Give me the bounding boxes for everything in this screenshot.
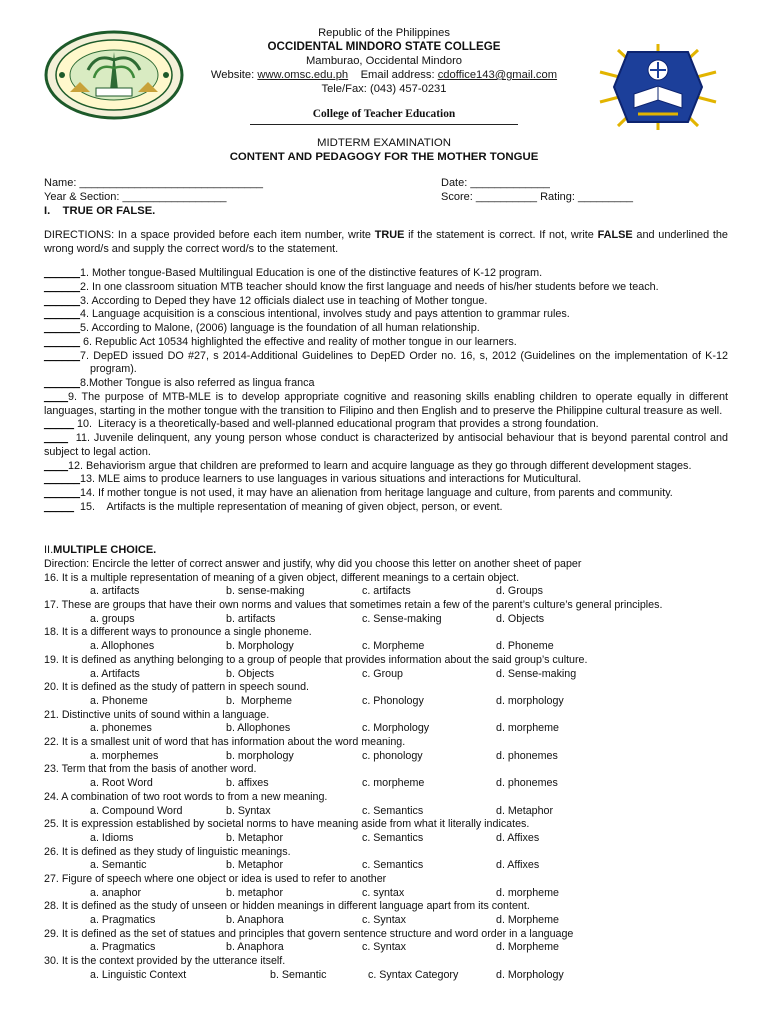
contact-line [170, 68, 598, 82]
option-b[interactable]: b. artifacts [226, 612, 276, 625]
item-text: 14. If mother tongue is not used, it may have an alienation from heritage language and culture, from parents and community. [80, 487, 673, 499]
directions-text: if the statement is correct. If not, write [404, 229, 598, 241]
true-false-item [44, 473, 728, 487]
option-c[interactable]: c. syntax [362, 886, 405, 899]
option-a[interactable]: a. Pragmatics [90, 914, 156, 927]
item-text: 6. Republic Act 10534 highlighted the effective and reality of mother tongue in our learners. [80, 335, 517, 348]
option-d[interactable]: d. morpheme [496, 722, 559, 735]
telfax-line: Tele/Fax: (043) 457-0231 [321, 83, 447, 95]
mc-options [44, 941, 728, 955]
option-b[interactable]: b. Objects [226, 667, 275, 680]
mc-options [44, 887, 728, 901]
department-logo-icon [598, 42, 718, 132]
item-text: 10. Literacy is a theoretically-based and well-planned educational program that provides a strong foundation. [74, 418, 599, 431]
answer-blank[interactable]: ______ [44, 487, 81, 499]
mc-question: 29. It is defined as the set of statues and principles that govern sentence structure and word order in a language [44, 927, 574, 940]
mc-question: 21. Distinctive units of sound within a language. [44, 708, 270, 721]
multiple-choice-items [44, 558, 728, 983]
part2-direction: Direction: Encircle the letter of correct answer and justify, why did you choose this letter on another sheet of paper [44, 558, 582, 570]
option-a[interactable]: a. Idioms [90, 831, 134, 844]
name-field[interactable]: Name: ______________________________ [44, 177, 263, 189]
false-keyword: FALSE [597, 229, 633, 241]
mc-options [44, 914, 728, 928]
date-field[interactable]: Date: _____________ [441, 177, 550, 189]
mc-question: 26. It is defined as they study of linguistic meanings. [44, 845, 291, 858]
mc-question: 16. It is a multiple representation of meaning of a given object, different meanings to a certain object. [44, 571, 520, 584]
mc-question: 23. Term that from the basis of another word. [44, 763, 257, 776]
mc-options [44, 777, 728, 791]
true-false-item [44, 501, 728, 515]
option-b[interactable]: b. Semantic [270, 968, 327, 981]
option-d[interactable]: d. Affixes [496, 831, 540, 844]
mc-options [44, 750, 728, 764]
option-a[interactable]: a. Allophones [90, 640, 155, 653]
true-false-item [44, 460, 728, 474]
score-rating-field[interactable]: Score: __________ Rating: _________ [441, 190, 634, 203]
directions-text: DIRECTIONS: In a space provided before each item number, write [44, 229, 375, 241]
option-c[interactable]: c. Syntax [362, 914, 406, 927]
item-text: 11. Juvenile delinquent, any young person whose conduct is characterized by antisocial behaviour that is beyond parental control and subject to legal action. [44, 432, 731, 458]
answer-blank[interactable]: ______ [44, 349, 81, 362]
exam-subject: CONTENT AND PEDAGOGY FOR THE MOTHER TONGUE [229, 151, 539, 163]
option-d[interactable]: d. Morpheme [496, 914, 559, 927]
option-a[interactable]: a. artifacts [90, 585, 140, 598]
option-a[interactable]: a. morphemes [90, 749, 159, 762]
option-c[interactable]: c. Group [362, 667, 403, 680]
mc-options [44, 585, 728, 599]
option-d[interactable]: d. morphology [496, 694, 564, 707]
option-b[interactable]: b. sense-making [226, 585, 305, 598]
option-b[interactable]: b. affixes [226, 777, 269, 790]
true-false-item [44, 418, 728, 432]
option-d[interactable]: d. Morphology [496, 968, 564, 981]
mc-options [44, 722, 728, 736]
option-c[interactable]: c. artifacts [362, 585, 411, 598]
option-d[interactable]: d. Metaphor [496, 804, 554, 817]
answer-blank[interactable]: ______ [44, 294, 81, 307]
year-section-field[interactable]: Year & Section: _________________ [44, 190, 227, 203]
option-b[interactable]: b. Syntax [226, 804, 271, 817]
mc-question: 25. It is expression established by societal norms to have meaning aside from what it literally indicates. [44, 818, 530, 831]
option-b[interactable]: b. Anaphora [226, 941, 284, 954]
option-a[interactable]: a. Phoneme [90, 694, 148, 707]
option-b[interactable]: b. Anaphora [226, 914, 284, 927]
answer-blank[interactable]: ______ [44, 322, 81, 334]
option-a[interactable]: a. anaphor [90, 886, 142, 899]
item-text: 12. Behaviorism argue that children are preformed to learn and acquire language as they go through different development stages. [68, 459, 692, 472]
option-c[interactable]: c. Semantics [362, 804, 424, 817]
mc-options [44, 613, 728, 627]
mc-question: 19. It is defined as anything belonging to a group of people that provides information about the said group’s culture. [44, 653, 588, 666]
mc-question: 22. It is a smallest unit of word that has information about the word meaning. [44, 736, 406, 749]
option-c[interactable]: c. Semantics [362, 831, 424, 844]
website-label: Website: [210, 69, 255, 81]
country-line: Republic of the Philippines [318, 27, 450, 39]
answer-blank[interactable]: _____ [44, 418, 75, 431]
school-address: Mamburao, Occidental Mindoro [305, 55, 463, 67]
mc-options [44, 969, 728, 983]
mc-question: 20. It is defined as the study of pattern in speech sound. [44, 681, 309, 694]
directions-text: and underlined the wrong word/s and supply the correct word/s to the statement. [44, 229, 728, 255]
answer-blank[interactable]: ____ [44, 459, 69, 472]
mc-question: 27. Figure of speech where one object or idea is used to refer to another [44, 873, 387, 885]
option-c[interactable]: c. phonology [362, 749, 423, 762]
institution-info [170, 26, 598, 96]
mc-question: 28. It is defined as the study of unseen or hidden meanings in different language apart from its content. [44, 900, 530, 913]
college-name: College of Teacher Education [312, 108, 456, 120]
option-a[interactable]: a. Compound Word [90, 804, 183, 817]
option-b[interactable]: b. Morphology [226, 640, 294, 653]
mc-options [44, 640, 728, 654]
mc-question: 18. It is a different ways to pronounce a single phoneme. [44, 626, 312, 639]
mc-options [44, 668, 728, 682]
part1-directions [44, 228, 728, 256]
answer-blank[interactable]: ______ [44, 267, 81, 279]
answer-blank[interactable]: ______ [44, 473, 81, 486]
email-link[interactable]: cdoffice143@gmail.com [437, 69, 558, 81]
school-name: OCCIDENTAL MINDORO STATE COLLEGE [267, 40, 501, 53]
true-false-item [44, 349, 731, 378]
option-d[interactable]: d. Phoneme [496, 640, 554, 653]
answer-blank[interactable]: ______ [44, 280, 81, 293]
option-b[interactable]: b. morphology [226, 749, 294, 762]
mc-question: 17. These are groups that have their own norms and values that sometimes retain a few of the parent’s culture’s general principles. [44, 599, 663, 612]
option-c[interactable]: c. Morpheme [362, 640, 425, 653]
true-false-item [44, 281, 728, 295]
option-b[interactable]: b. Morpheme [226, 694, 292, 707]
option-d[interactable]: d. Objects [496, 612, 545, 625]
mc-question: 24. A combination of two root words to from a new meaning. [44, 790, 328, 803]
option-c[interactable]: c. Phonology [362, 694, 424, 707]
option-d[interactable]: d. morpheme [496, 886, 559, 899]
item-text: 8.Mother Tongue is also referred as lingua franca [80, 377, 315, 389]
item-text: 2. In one classroom situation MTB teacher should know the first language and needs of his/her students before we teach. [80, 280, 659, 293]
true-false-item [44, 390, 731, 419]
exam-title-block [0, 136, 768, 164]
option-a[interactable]: a. phonemes [90, 722, 152, 735]
option-a[interactable]: a. Semantic [90, 859, 147, 872]
item-text: 3. According to Deped they have 12 officials dialect use in teaching of Mother tongue. [80, 294, 488, 307]
part1-title: I. TRUE OR FALSE. [44, 205, 156, 217]
mc-options [44, 695, 728, 709]
mc-options [44, 805, 728, 819]
option-a[interactable]: a. Linguistic Context [90, 968, 187, 981]
website-link[interactable]: www.omsc.edu.ph [257, 69, 349, 81]
answer-blank[interactable]: _____ [44, 500, 75, 513]
option-b[interactable]: b. Metaphor [226, 831, 284, 844]
answer-blank[interactable]: ______ [44, 335, 81, 348]
email-label: Email address: [360, 69, 435, 81]
option-d[interactable]: d. Groups [496, 585, 543, 598]
mc-options [44, 859, 728, 873]
option-d[interactable]: d. Sense-making [496, 667, 577, 680]
part2-number: II. [44, 544, 54, 556]
option-a[interactable]: a. Root Word [90, 777, 153, 790]
part2-heading: MULTIPLE CHOICE. [53, 544, 157, 556]
true-false-item [44, 377, 728, 391]
mc-question: 30. It is the context provided by the utterance itself. [44, 955, 286, 968]
option-a[interactable]: a. groups [90, 612, 135, 625]
option-d[interactable]: d. phonemes [496, 749, 558, 762]
option-d[interactable]: d. Affixes [496, 859, 540, 872]
option-c[interactable]: c. Morphology [362, 722, 430, 735]
option-c[interactable]: c. Sense-making [362, 612, 442, 625]
answer-blank[interactable]: ____ [44, 432, 69, 444]
true-false-item [44, 322, 728, 336]
student-info-fields [44, 177, 724, 204]
true-false-item [44, 295, 728, 309]
true-false-item [44, 487, 728, 501]
item-text: 15. Artifacts is the multiple representation of meaning of given object, person, or event. [74, 500, 503, 513]
exam-type: MIDTERM EXAMINATION [317, 137, 451, 149]
answer-blank[interactable]: ____ [44, 390, 69, 403]
true-false-item [44, 432, 731, 460]
college-seal-icon [44, 30, 184, 120]
option-b[interactable]: b. Metaphor [226, 859, 284, 872]
item-text: 9. The purpose of MTB-MLE is to develop appropriate cognitive and reasoning skills enabling children to operate equally in different languages, starting in the mother tongue with the transition to Filipino and then English and to preserve the Philippine cultural treasure as well. [44, 390, 731, 417]
option-c[interactable]: c. morpheme [362, 777, 425, 790]
item-text: 1. Mother tongue-Based Multilingual Education is one of the distinctive features of K-12 program. [80, 267, 543, 279]
item-text: 5. According to Malone, (2006) language is the foundation of all human relationship. [80, 322, 480, 334]
part2-title [44, 544, 156, 556]
true-false-item [44, 336, 728, 350]
mc-options [44, 832, 728, 846]
option-d[interactable]: d. phonemes [496, 777, 558, 790]
option-d[interactable]: d. Morpheme [496, 941, 559, 954]
option-c[interactable]: c. Semantics [362, 859, 424, 872]
true-false-items [44, 267, 731, 515]
option-a[interactable]: a. Artifacts [90, 667, 140, 680]
true-false-item [44, 267, 728, 281]
option-b[interactable]: b. metaphor [226, 886, 284, 899]
option-c[interactable]: c. Syntax [362, 941, 406, 954]
item-text: 7. DepED issued DO #27, s 2014-Additional Guidelines to DepED Order no. 16, s, 2012 (Guidelines on the implementation of K-12 program). [80, 349, 731, 376]
true-false-item [44, 308, 728, 322]
option-c[interactable]: c. Syntax Category [368, 968, 459, 981]
answer-blank[interactable]: ______ [44, 377, 81, 389]
item-text: 13. MLE aims to produce learners to use languages in various situations and interactions for Muticultural. [80, 473, 582, 486]
letterhead [0, 22, 768, 122]
option-a[interactable]: a. Pragmatics [90, 941, 156, 954]
option-b[interactable]: b. Allophones [226, 722, 291, 735]
item-text: 4. Language acquisition is a conscious intentional, involves study and pays attention to grammar rules. [80, 308, 570, 321]
answer-blank[interactable]: ______ [44, 308, 81, 321]
true-keyword: TRUE [374, 229, 405, 241]
header-divider [250, 124, 518, 125]
